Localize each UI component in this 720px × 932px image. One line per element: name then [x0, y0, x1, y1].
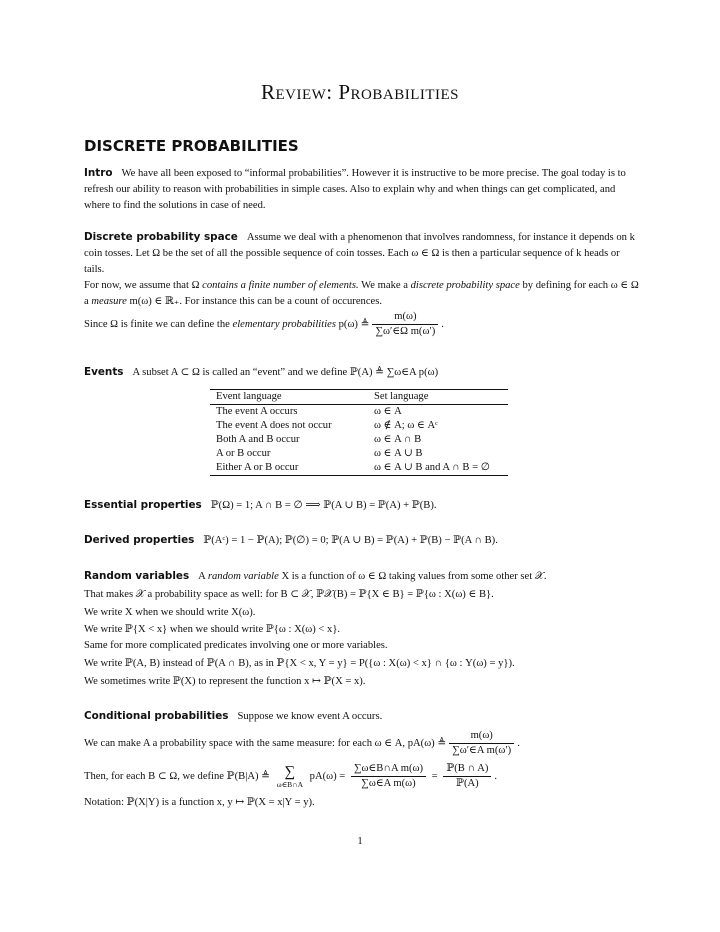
- table-cell: ω ∈ A ∪ B and A ∩ B = ∅: [368, 461, 508, 476]
- dps-p2e: by defining for each ω ∈ Ω a: [84, 280, 639, 308]
- table-header-row: [210, 390, 508, 405]
- page-number: 1: [357, 836, 363, 847]
- page-title: Review: Probabilities: [260, 80, 460, 104]
- rv-l1b: random variable: [207, 571, 279, 582]
- dps-p3c: p(ω) ≜: [338, 318, 370, 330]
- rv-line-7: We sometimes write ℙ(X) to represent the function x ↦ ℙ(X = x).: [84, 676, 366, 688]
- cond-line-3: Then, for each B ⊂ Ω, we define ℙ(B|A) ≜ ∑ ω∈B∩A pA(ω) = $\frac{\text{∑ω∈B∩A m(ω)}}{\text{∑ω∈A m(ω)}}$ = $\frac{\text{ℙ(B ∩ A)}}{\text{ℙ(A)}}$ .: [84, 763, 498, 790]
- table-cell: ω ∈ A: [374, 406, 402, 417]
- dps-paragraph-3: Since Ω is finite we can define the elementary probabilities p(ω) ≜ $\frac{m(\omega)}{\text{∑ω′∈Ω m(ω′)}}$ .: [84, 311, 444, 337]
- derived-paragraph: [84, 532, 640, 549]
- cond-l3a: Then, for each B ⊂ Ω, we define ℙ(B|A) ≜: [84, 771, 271, 783]
- frac-num: ℙ(B ∩ A): [443, 762, 491, 777]
- frac-den: ∑ω′∈Ω m(ω′): [375, 326, 436, 337]
- frac-den: ∑ω∈A m(ω): [361, 778, 416, 790]
- table-row: [210, 405, 508, 420]
- cond-l2: We can make A a probability space with the same measure: for each ω ∈ A, pA(ω) ≜: [84, 738, 447, 750]
- events-paragraph: [84, 364, 640, 381]
- rv-line-4: We write ℙ{X < x} when we should write ℙ{ω : X(ω) < x}.: [84, 623, 341, 635]
- rv-line-5: Same for more complicated predicates involving one or more variables.: [84, 639, 388, 651]
- cond-line-2: We can make A a probability space with the same measure: for each ω ∈ A, pA(ω) ≜ $\frac{m(\omega)}{\text{∑ω′∈A m(ω′)}}$ .: [84, 730, 520, 757]
- frac-den: ∑ω′∈A m(ω′): [452, 745, 512, 757]
- sum-subscript: ω∈B∩A: [276, 780, 304, 790]
- table-cell: ω ∉ A; ω ∈ Aᶜ: [374, 420, 438, 431]
- table-cell: ω ∈ A ∪ B: [374, 448, 423, 459]
- rv-line-1: [84, 568, 640, 585]
- events-heading: Events: [84, 366, 124, 378]
- table-header: Set language: [368, 390, 508, 405]
- rv-l1c: X is a function of ω ∈ Ω taking values from some other set 𝒳.: [281, 571, 547, 582]
- intro-heading: Intro: [84, 167, 113, 179]
- table-row: [210, 447, 508, 461]
- table-header: Event language: [210, 390, 368, 405]
- frac-den: ℙ(A): [456, 778, 479, 790]
- dps-p2c: We make a: [361, 280, 408, 291]
- table-cell: Both A and B occur: [216, 434, 300, 445]
- dps-text-1: Assume we deal with a phenomenon that involves randomness, for instance it depends on k coin tosses. Let Ω be the set of all the possible sequence of coin tosses. Each ω ∈ Ω is then a particular sequence of k heads or tails.: [84, 232, 635, 276]
- frac-num: ∑ω∈B∩A m(ω): [351, 762, 426, 777]
- table-cell: A or B occur: [216, 448, 271, 459]
- table-row: [210, 419, 508, 433]
- essential-paragraph: [84, 497, 640, 514]
- cond-equals: =: [431, 771, 438, 783]
- conditional-fraction-1: [351, 762, 426, 791]
- table-cell: The event A does not occur: [216, 420, 332, 431]
- intro-text: We have all been exposed to “informal probabilities”. However it is instructive to be more precise. The goal today is to refresh our ability to reason with probabilities in simple cases. Also to explain why and when things can get complicated, and where to find the solutions in case of need.: [84, 168, 626, 212]
- dps-p3b: elementary probabilities: [232, 318, 336, 330]
- conditional-measure-fraction: [449, 729, 514, 758]
- rv-line-3: We write X when we should write X(ω).: [84, 607, 256, 619]
- table-cell: ω ∈ A ∩ B: [374, 434, 422, 445]
- derived-text: ℙ(Aᶜ) = 1 − ℙ(A); ℙ(∅) = 0; ℙ(A ∪ B) = ℙ(A) + ℙ(B) − ℙ(A ∩ B).: [203, 535, 498, 546]
- rv-paragraph: [84, 568, 640, 690]
- cond-paragraph: [84, 708, 640, 811]
- rv-line-2: That makes 𝒳 a probability space as well: for B ⊂ 𝒳, ℙ𝒳(B) = ℙ{X ∈ B} = ℙ{ω : X(ω) ∈ B}.: [84, 589, 494, 601]
- events-table: [210, 389, 508, 476]
- dps-p2b: contains a finite number of elements.: [202, 280, 359, 291]
- cond-line-4: Notation: ℙ(X|Y) is a function x, y ↦ ℙ(X = x|Y = y).: [84, 797, 315, 809]
- table-cell: The event A occurs: [216, 406, 298, 417]
- rv-heading: Random variables: [84, 570, 190, 582]
- dps-p2g: m(ω) ∈ ℝ₊. For instance this can be a count of occurences.: [129, 296, 383, 308]
- essential-heading: Essential properties: [84, 499, 202, 511]
- dps-p3a: Since Ω is finite we can define the: [84, 318, 230, 330]
- table-cell: Either A or B occur: [210, 461, 368, 476]
- rv-line-6: We write ℙ(A, B) instead of ℙ(A ∩ B), as in ℙ{X < x, Y = y} = P({ω : X(ω) < x} ∩ {ω : Y(ω) = y}).: [84, 658, 515, 670]
- dps-p2a: For now, we assume that Ω: [84, 280, 200, 291]
- elementary-probability-fraction: [372, 310, 438, 339]
- table-row: [210, 433, 508, 447]
- rv-l1a: A: [198, 571, 206, 582]
- frac-num: m(ω): [372, 310, 438, 325]
- events-text: A subset A ⊂ Ω is called an “event” and we define ℙ(A) ≜ ∑ω∈A p(ω): [132, 367, 439, 378]
- conditional-fraction-2: [443, 762, 491, 791]
- frac-num: m(ω): [449, 729, 514, 744]
- dps-p2d: discrete probability space: [410, 280, 520, 291]
- derived-heading: Derived properties: [84, 534, 195, 546]
- sum-sign: ∑: [284, 764, 296, 781]
- cond-line-1: [84, 708, 640, 725]
- cond-heading: Conditional probabilities: [84, 710, 229, 722]
- summation: [277, 764, 303, 789]
- dps-paragraph-2: [84, 278, 640, 310]
- section-heading: DISCRETE PROBABILITIES: [84, 137, 299, 155]
- cond-l1: Suppose we know event A occurs.: [237, 711, 383, 722]
- dps-paragraph-1: [84, 229, 640, 279]
- dps-heading: Discrete probability space: [84, 231, 238, 243]
- essential-text: ℙ(Ω) = 1; A ∩ B = ∅ ⟹ ℙ(A ∪ B) = ℙ(A) + ℙ(B).: [210, 500, 437, 511]
- cond-l3b: pA(ω) =: [309, 771, 346, 783]
- table-row: [210, 461, 508, 476]
- dps-p2f: measure: [91, 296, 127, 308]
- intro-paragraph: [84, 165, 640, 215]
